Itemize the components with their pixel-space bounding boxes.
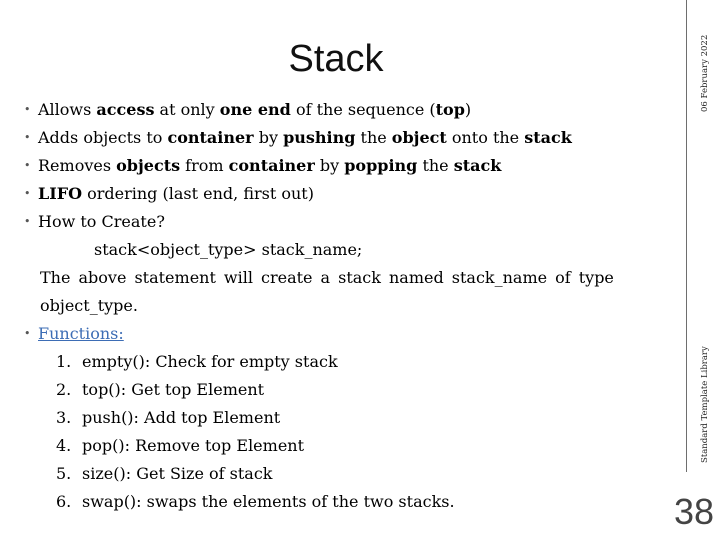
bullet-text: Removes objects from container by popping the stack — [38, 156, 502, 175]
sidebar-date: 06 February 2022 — [700, 34, 710, 112]
bullet-pop — [0, 152, 686, 180]
function-text: size(): Get Size of stack — [82, 464, 273, 483]
function-number: 4. — [56, 436, 72, 455]
bullet-push — [0, 124, 686, 152]
bullet-text: Allows access at only one end of the sequence (top) — [38, 100, 472, 119]
sidebar-library-label: Standard Template Library — [700, 346, 710, 463]
function-item — [0, 348, 686, 376]
bullet-dot-icon: • — [24, 103, 31, 116]
slide-content — [0, 96, 686, 516]
bullet-how-to-create — [0, 208, 686, 236]
explanation-word: a — [320, 268, 331, 287]
function-text: swap(): swaps the elements of the two stacks. — [82, 492, 455, 511]
functions-link[interactable]: Functions: — [38, 324, 124, 343]
function-item — [0, 488, 686, 516]
bullet-access — [0, 96, 686, 124]
explanation-word: create — [261, 268, 313, 287]
function-item — [0, 376, 686, 404]
bullet-functions — [0, 320, 686, 348]
explanation-text — [40, 264, 614, 292]
sidebar-divider — [686, 0, 687, 472]
explanation-line-1 — [0, 264, 686, 292]
explanation-text-end: object_type. — [40, 296, 138, 315]
explanation-word: named — [389, 268, 444, 287]
function-number: 2. — [56, 380, 72, 399]
function-text: empty(): Check for empty stack — [82, 352, 338, 371]
function-item — [0, 432, 686, 460]
function-item — [0, 460, 686, 488]
explanation-line-2 — [0, 292, 686, 320]
function-number: 3. — [56, 408, 72, 427]
slide-title: Stack — [288, 38, 384, 80]
explanation-word: type — [578, 268, 614, 287]
bullet-dot-icon: • — [24, 159, 31, 172]
bullet-text: Adds objects to container by pushing the object onto the stack — [38, 128, 572, 147]
bullet-text: LIFO ordering (last end, first out) — [38, 184, 314, 203]
function-text: push(): Add top Element — [82, 408, 281, 427]
explanation-word: stack — [338, 268, 381, 287]
page-number: 38 — [673, 491, 715, 532]
function-number: 1. — [56, 352, 72, 371]
function-text: top(): Get top Element — [82, 380, 265, 399]
code-line — [0, 236, 686, 264]
explanation-word: will — [223, 268, 253, 287]
explanation-word: stack_name — [451, 268, 548, 287]
explanation-word: statement — [134, 268, 216, 287]
bullet-dot-icon: • — [24, 131, 31, 144]
function-item — [0, 404, 686, 432]
explanation-word: above — [78, 268, 127, 287]
code-declaration: stack<object_type> stack_name; — [94, 240, 363, 259]
bullet-dot-icon: • — [24, 187, 31, 200]
bullet-lifo — [0, 180, 686, 208]
function-text: pop(): Remove top Element — [82, 436, 305, 455]
bullet-text: How to Create? — [38, 212, 165, 231]
explanation-word: The — [40, 268, 71, 287]
bullet-dot-icon: • — [24, 327, 31, 340]
function-number: 6. — [56, 492, 72, 511]
bullet-dot-icon: • — [24, 215, 31, 228]
explanation-word: of — [555, 268, 571, 287]
function-number: 5. — [56, 464, 72, 483]
